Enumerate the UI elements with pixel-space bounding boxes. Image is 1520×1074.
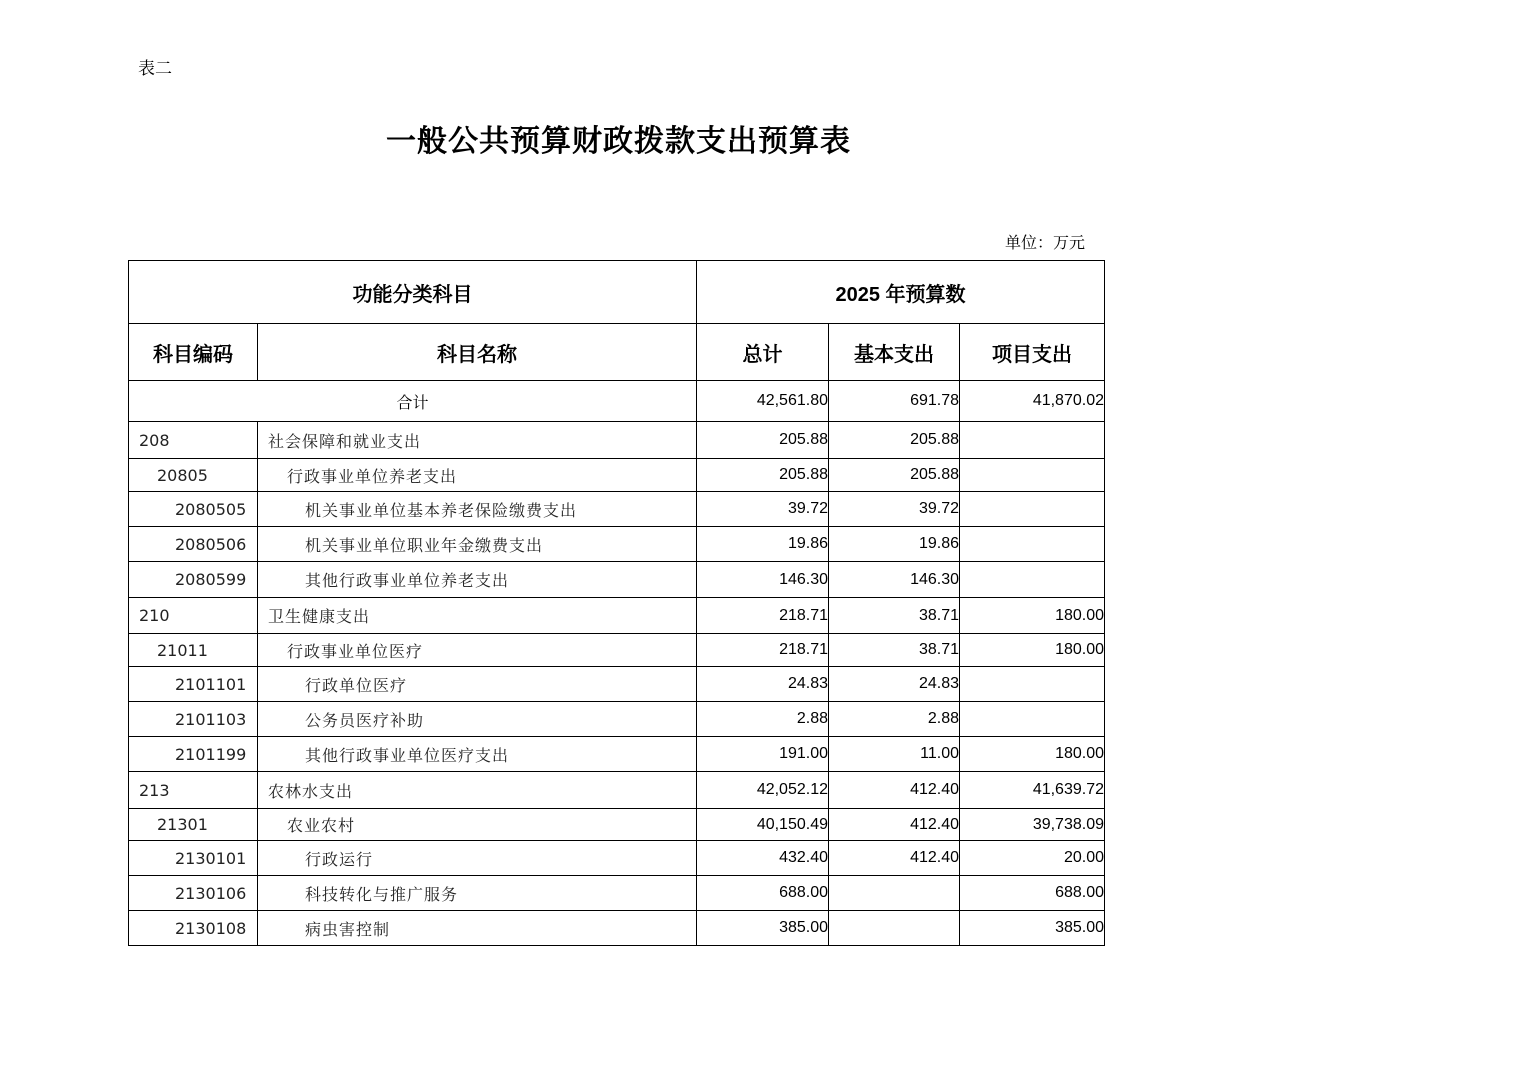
subject-code: 2080505 [129,492,258,527]
row-basic: 412.40 [829,772,960,809]
row-total: 205.88 [697,459,829,492]
row-project [960,702,1105,737]
table-row [129,422,1105,459]
row-total: 432.40 [697,841,829,876]
row-project [960,527,1105,562]
row-total: 24.83 [697,667,829,702]
row-basic: 24.83 [829,667,960,702]
unit-label: 单位：万元 [1005,233,1086,252]
header-project-expenditure: 项目支出 [960,324,1105,381]
header-budget-year: 2025 年预算数 [697,261,1105,324]
header-functional-classification: 功能分类科目 [129,261,697,324]
subject-code: 2101101 [129,667,258,702]
row-total: 688.00 [697,876,829,911]
row-basic: 146.30 [829,562,960,598]
subject-code: 210 [129,598,258,634]
row-basic: 412.40 [829,841,960,876]
row-total: 40,150.49 [697,809,829,841]
header-column-row [129,324,1105,381]
header-group-row [129,261,1105,324]
row-project: 180.00 [960,598,1105,634]
table-row [129,772,1105,809]
total-basic: 691.78 [829,381,960,422]
row-project: 180.00 [960,634,1105,667]
subject-name: 机关事业单位基本养老保险缴费支出 [258,492,697,527]
document-title: 一般公共预算财政拨款支出预算表 [386,124,851,159]
subject-code: 2130106 [129,876,258,911]
table-row [129,702,1105,737]
subject-name: 行政单位医疗 [258,667,697,702]
row-project [960,562,1105,598]
header-basic-expenditure: 基本支出 [829,324,960,381]
row-project: 688.00 [960,876,1105,911]
budget-table [128,260,1105,946]
row-total: 218.71 [697,598,829,634]
row-total: 218.71 [697,634,829,667]
row-basic: 412.40 [829,809,960,841]
total-project: 41,870.02 [960,381,1105,422]
row-total: 385.00 [697,911,829,946]
subject-code: 20805 [129,459,258,492]
subject-name: 科技转化与推广服务 [258,876,697,911]
subject-name: 公务员医疗补助 [258,702,697,737]
row-basic: 11.00 [829,737,960,772]
row-total: 19.86 [697,527,829,562]
subject-name: 农业农村 [258,809,697,841]
row-basic: 39.72 [829,492,960,527]
row-total: 191.00 [697,737,829,772]
subject-name: 农林水支出 [258,772,697,809]
row-basic: 38.71 [829,598,960,634]
row-basic: 205.88 [829,422,960,459]
total-amount: 42,561.80 [697,381,829,422]
table-row [129,527,1105,562]
table-row [129,634,1105,667]
subject-name: 行政运行 [258,841,697,876]
row-basic [829,876,960,911]
table-row [129,459,1105,492]
row-project [960,459,1105,492]
header-subject-code: 科目编码 [129,324,258,381]
subject-name: 卫生健康支出 [258,598,697,634]
table-row [129,598,1105,634]
subject-code: 21301 [129,809,258,841]
row-basic: 38.71 [829,634,960,667]
subject-name: 其他行政事业单位养老支出 [258,562,697,598]
table-row [129,667,1105,702]
table-row [129,841,1105,876]
subject-name: 机关事业单位职业年金缴费支出 [258,527,697,562]
table-row [129,876,1105,911]
subject-code: 208 [129,422,258,459]
subject-code: 2130108 [129,911,258,946]
header-total: 总计 [697,324,829,381]
subject-name: 病虫害控制 [258,911,697,946]
row-project [960,492,1105,527]
total-label: 合计 [129,381,697,422]
subject-code: 2080599 [129,562,258,598]
row-total: 205.88 [697,422,829,459]
row-basic: 19.86 [829,527,960,562]
row-project [960,422,1105,459]
subject-name: 其他行政事业单位医疗支出 [258,737,697,772]
row-project: 385.00 [960,911,1105,946]
row-total: 42,052.12 [697,772,829,809]
subject-code: 2080506 [129,527,258,562]
subject-code: 2130101 [129,841,258,876]
subject-code: 2101103 [129,702,258,737]
row-basic [829,911,960,946]
subject-code: 2101199 [129,737,258,772]
row-total: 39.72 [697,492,829,527]
header-subject-name: 科目名称 [258,324,697,381]
row-project [960,667,1105,702]
document-label: 表二 [138,59,172,79]
subject-name: 行政事业单位医疗 [258,634,697,667]
table-row [129,492,1105,527]
subject-name: 行政事业单位养老支出 [258,459,697,492]
row-total: 146.30 [697,562,829,598]
row-project: 20.00 [960,841,1105,876]
row-project: 41,639.72 [960,772,1105,809]
row-project: 180.00 [960,737,1105,772]
row-total: 2.88 [697,702,829,737]
subject-code: 21011 [129,634,258,667]
table-row [129,562,1105,598]
table-row [129,911,1105,946]
row-basic: 205.88 [829,459,960,492]
table-row [129,737,1105,772]
row-project: 39,738.09 [960,809,1105,841]
row-basic: 2.88 [829,702,960,737]
total-row [129,381,1105,422]
table-row [129,809,1105,841]
subject-code: 213 [129,772,258,809]
subject-name: 社会保障和就业支出 [258,422,697,459]
